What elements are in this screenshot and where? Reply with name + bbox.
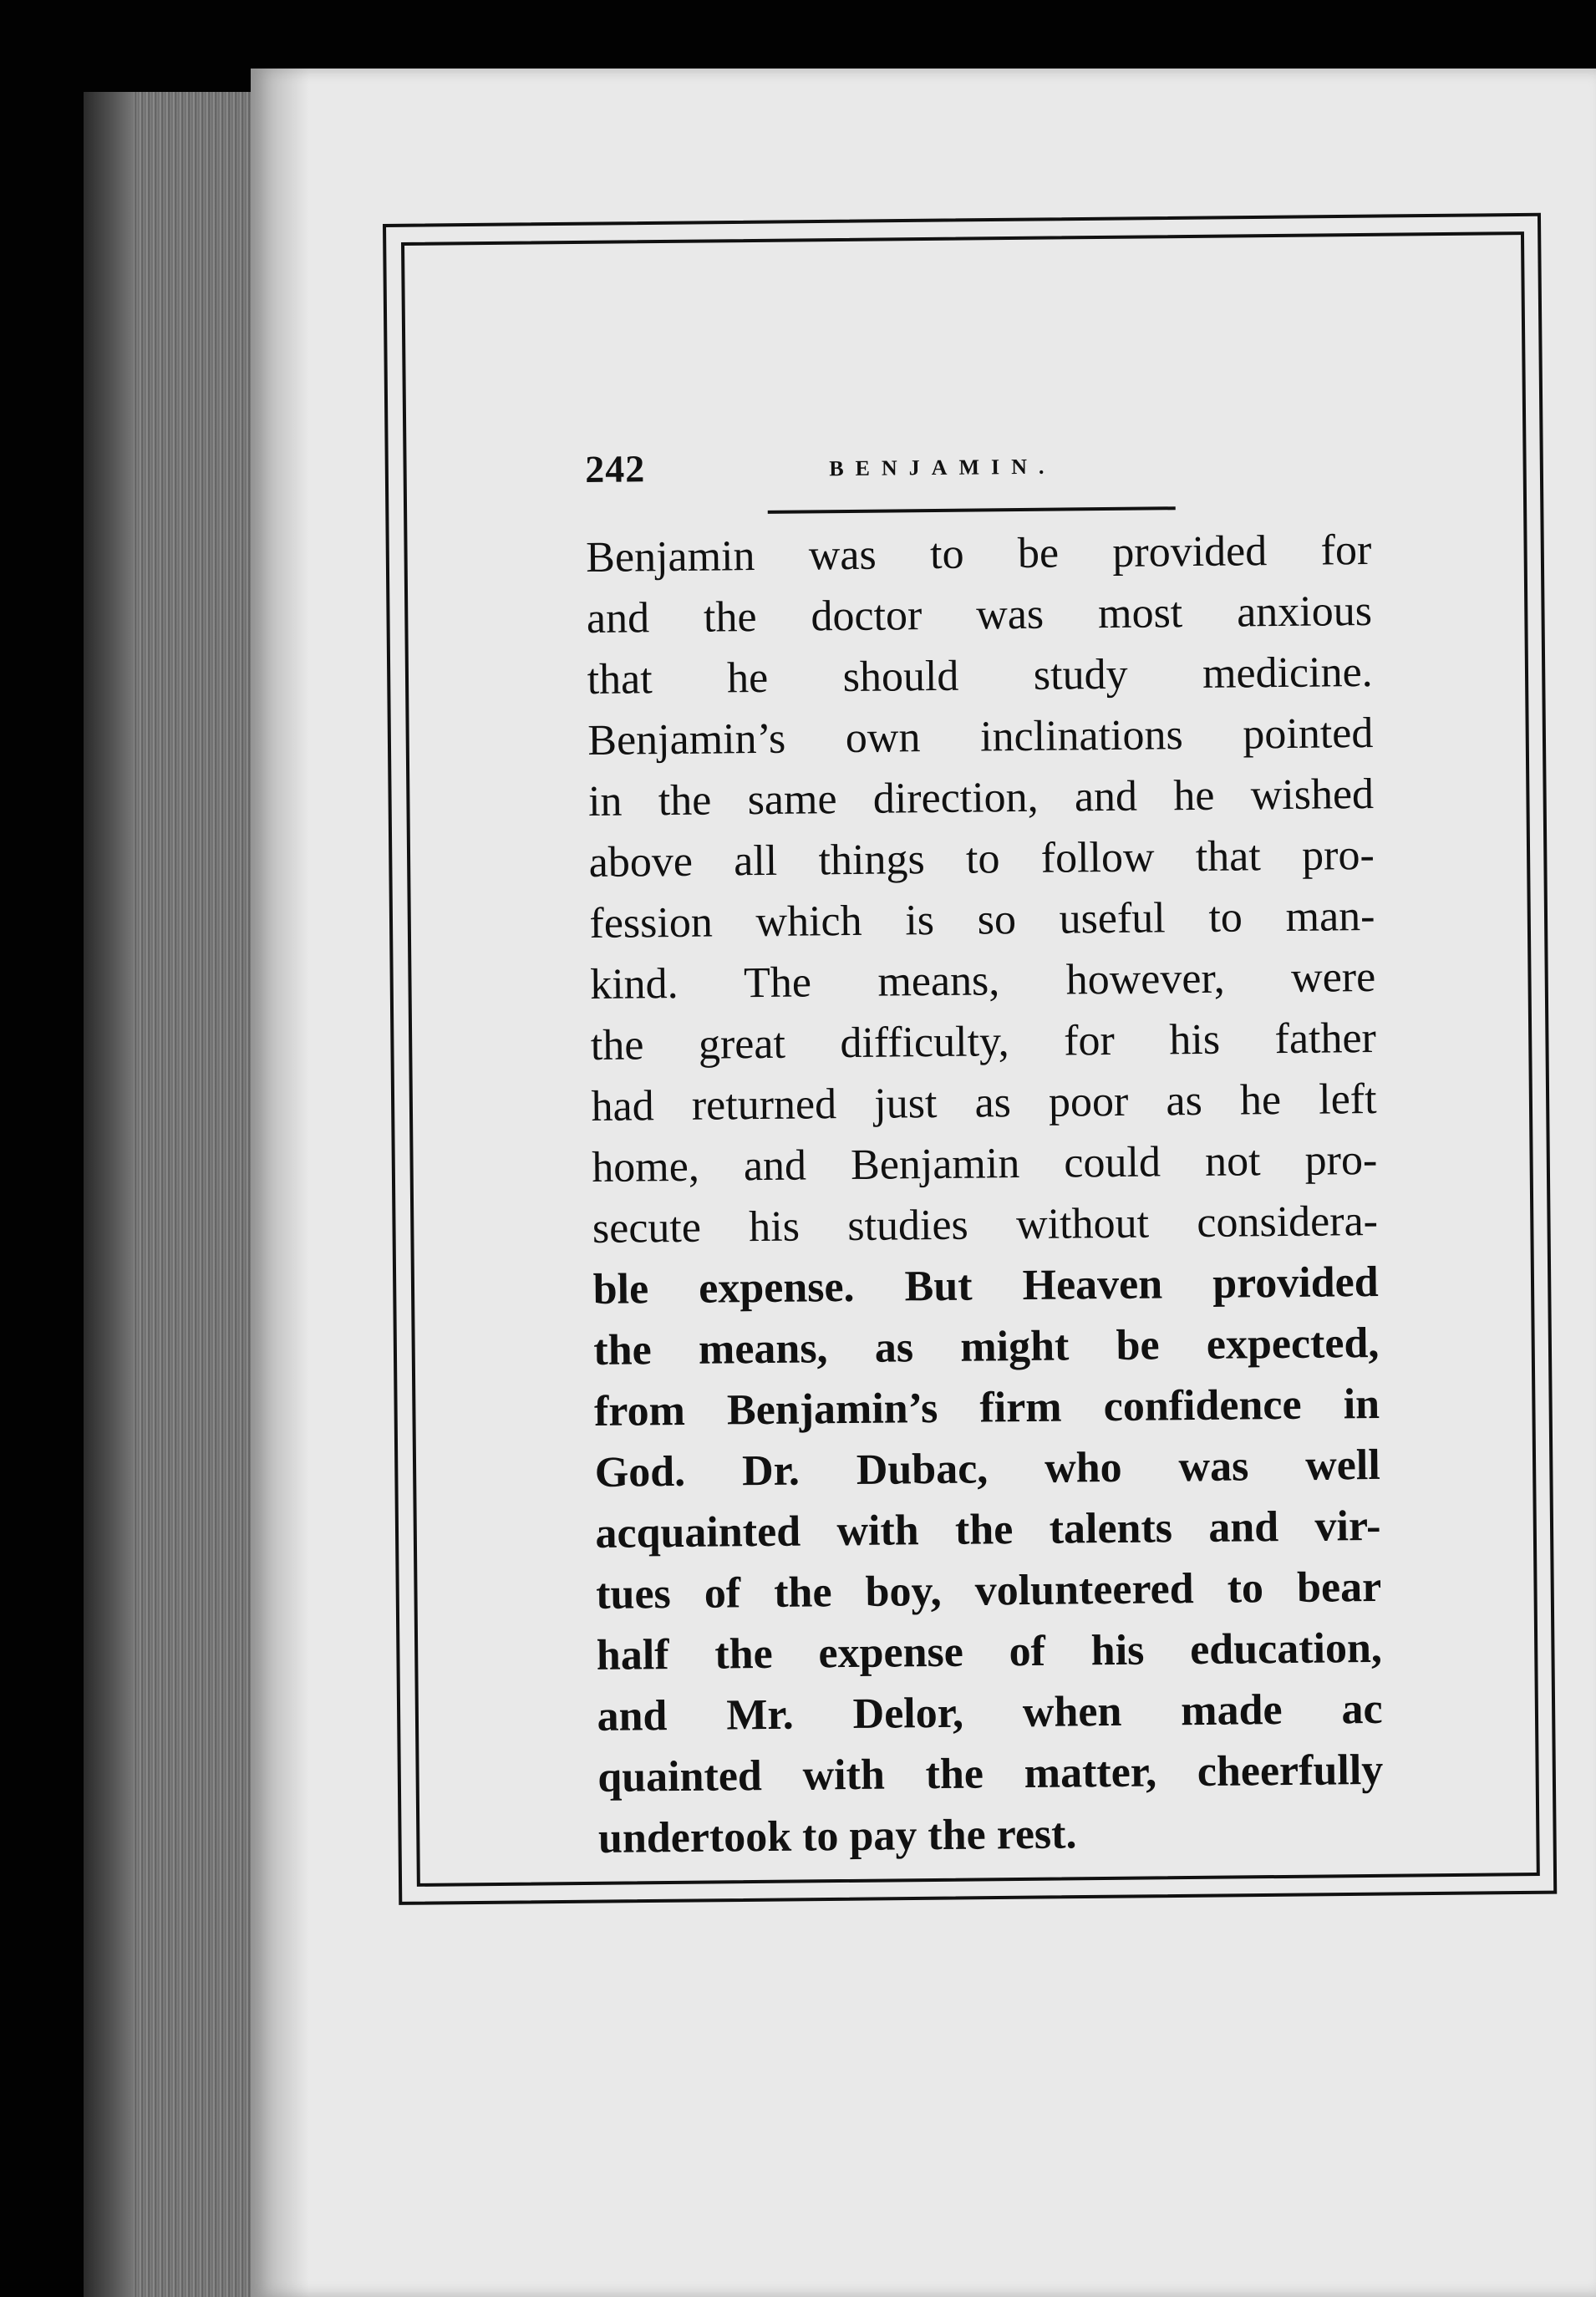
- text-line: that he should study medicine.: [587, 648, 1373, 704]
- text-line: had returned just as poor as he left: [591, 1075, 1377, 1131]
- text-line: home, and Benjamin could not pro-: [592, 1136, 1378, 1192]
- text-line: above all things to follow that pro-: [588, 831, 1375, 887]
- text-line: quainted with the matter, cheerfully: [597, 1746, 1384, 1802]
- text-line: the great difficulty, for his father: [590, 1014, 1377, 1070]
- text-line: undertook to pay the rest.: [597, 1810, 1077, 1863]
- text-line: fession which is so useful to man-: [589, 892, 1375, 948]
- text-line: Benjamin’s own inclinations pointed: [587, 709, 1374, 765]
- text-line: ble expense. But Heaven provided: [592, 1258, 1379, 1314]
- text-line: in the same direction, and he wished: [587, 770, 1375, 826]
- text-line: Benjamin was to be provided for: [585, 526, 1372, 582]
- text-line: secute his studies without considera-: [592, 1197, 1379, 1253]
- text-line: and the doctor was most anxious: [586, 587, 1373, 643]
- book-spine-shadow: [84, 92, 134, 2297]
- text-line: tues of the boy, volunteered to bear: [595, 1563, 1382, 1619]
- body-text: [586, 520, 1400, 1869]
- text-line: from Benjamin’s firm confidence in: [593, 1380, 1380, 1436]
- text-line: the means, as might be expected,: [593, 1319, 1380, 1375]
- running-head: [585, 440, 1388, 506]
- running-title: BENJAMIN.: [829, 454, 1056, 481]
- page-gutter-shadow: [251, 69, 309, 2297]
- text-line: God. Dr. Dubac, who was well: [594, 1441, 1381, 1497]
- text-line: half the expense of his education,: [596, 1624, 1383, 1680]
- header-rule: [768, 506, 1176, 514]
- text-block: [585, 440, 1400, 1869]
- text-line: kind. The means, however, were: [589, 953, 1376, 1009]
- page-number: 242: [585, 447, 646, 490]
- text-line: and Mr. Delor, when made ac: [597, 1685, 1383, 1741]
- text-line: acquainted with the talents and vir-: [595, 1502, 1381, 1558]
